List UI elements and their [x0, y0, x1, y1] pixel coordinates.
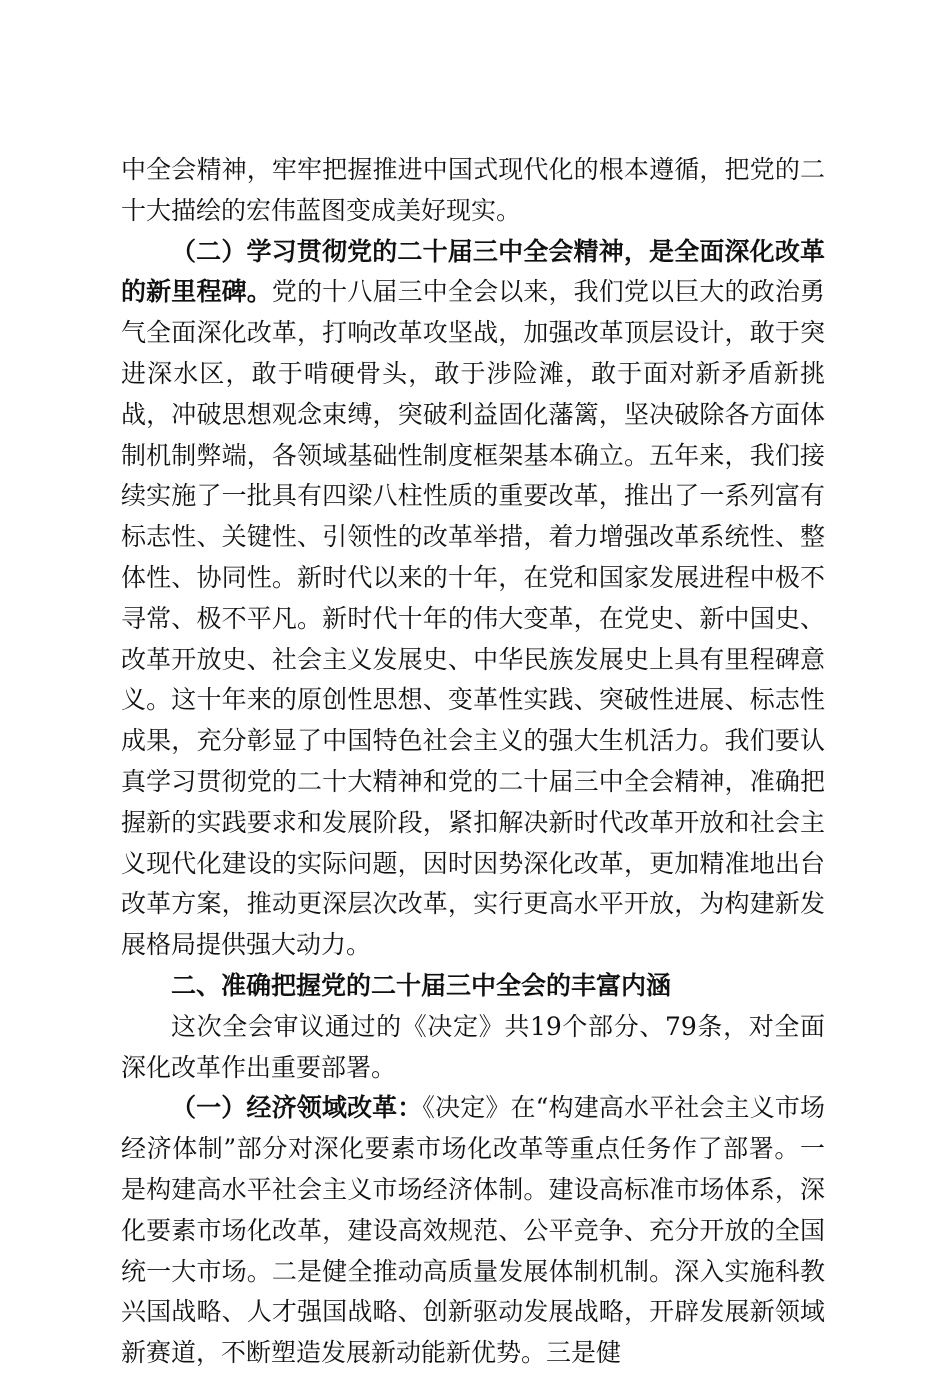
paragraph-economic-reform: [121, 1088, 825, 1374]
paragraph-text: 这次全会审议通过的《决定》共19个部分、79条，对全面深化改革作出重要部署。: [121, 1011, 825, 1082]
paragraph-text: 党的十八届三中全会以来，我们党以巨大的政治勇气全面深化改革，打响改革攻坚战，加强改革顶层设计，敢于突进深水区，敢于啃硬骨头，敢于涉险滩，敢于面对新矛盾新挑战，冲破思想观念束缚，突破利益固化藩篱，坚决破除各方面体制机制弊端，各领域基础性制度框架基本确立。五年来，我们接续实施了一批具有四梁八柱性质的重要改革，推出了一系列富有标志性、关键性、引领性的改革举措，着力增强改革系统性、整体性、协同性。新时代以来的十年，在党和国家发展进程中极不寻常、极不平凡。新时代十年的伟大变革，在党史、新中国史、改革开放史、社会主义发展史、中华民族发展史上具有里程碑意义。这十年来的原创性思想、变革性实践、突破性进展、标志性成果，充分彰显了中国特色社会主义的强大生机活力。我们要认真学习贯彻党的二十大精神和党的二十届三中全会精神，准确把握新的实践要求和发展阶段，紧扣解决新时代改革开放和社会主义现代化建设的实际问题，因时因势深化改革，更加精准地出台改革方案，推动更深层次改革，实行更高水平开放，为构建新发展格局提供强大动力。: [121, 277, 825, 960]
paragraph-lead-bold: （二）学习贯彻党的二十届三中全会精神，是全面深化改革的新里程碑。: [121, 236, 825, 307]
document-body: [121, 150, 825, 1374]
paragraph-decision-overview: [121, 1007, 825, 1089]
paragraph-text: 中全会精神，牢牢把握推进中国式现代化的根本遵循，把党的二十大描绘的宏伟蓝图变成美好现实。: [121, 155, 825, 225]
paragraph-lead-bold: （一）经济领域改革：: [171, 1093, 423, 1123]
paragraph-continuation: [121, 150, 825, 232]
paragraph-reform-milestone: [121, 232, 825, 966]
section-heading: 二、准确把握党的二十届三中全会的丰富内涵: [171, 970, 672, 1000]
paragraph-text: 《决定》在“构建高水平社会主义市场经济体制”部分对深化要素市场化改革等重点任务作了部署。一是构建高水平社会主义市场经济体制。建设高标准市场体系，深化要素市场化改革，建设高效规范、公平竞争、充分开放的全国统一大市场。二是健全推动高质量发展体制机制。深入实施科教兴国战略、人才强国战略、创新驱动发展战略，开辟发展新领域新赛道，不断塑造发展新动能新优势。三是健: [121, 1093, 825, 1368]
